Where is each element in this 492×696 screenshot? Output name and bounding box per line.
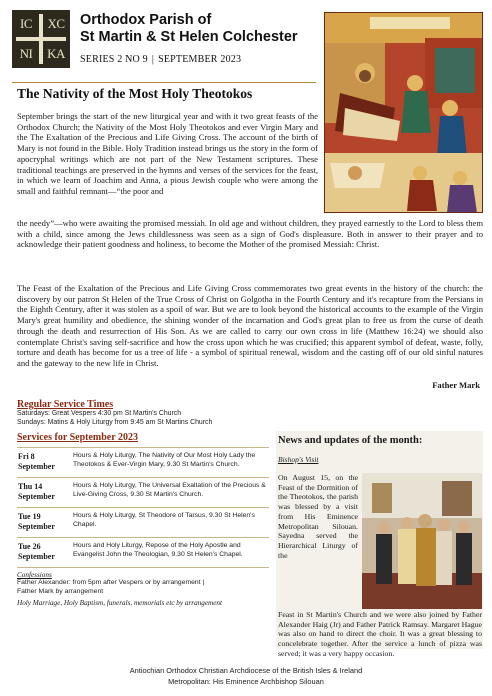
- regular-services-heading: Regular Service Times: [17, 399, 114, 410]
- parish-logo: [12, 10, 70, 68]
- article-paragraph-2: The Feast of the Exaltation of the Precious and Life Giving Cross commemorates two great events in the history of the church: the discovery by our patron St Helen of the True Cross of Christ on Golgotha in the Fourth Century and it's recapture from the Persians in the Eighth Century, after it was stolen as a spoil of war. But we are to look beyond the historical accounts to the example of the Virgin Mary's great humility and obedience, the shining wonder of the incarnation and God's great plan to free us from the curse of death through the death and resurrection of His Son. As we are called to carry our own cross in life (Matthew 16:24) we should also contemplate Christ's saving self-sacrifice and how the cross upon which he was crucified; this apparent symbol of defeat, waste, folly, torture and death has become for us a tree of life - a symbol of spiritual renewal, wisdom and the casting off of our old sinful natures and the gateway to the new life in Christ.: [17, 283, 483, 368]
- header-divider: [12, 82, 316, 83]
- september-services-heading: Services for September 2023: [17, 432, 138, 444]
- confessions-line-2: Father Mark by arrangement: [17, 587, 104, 595]
- cross-bar: [16, 37, 66, 41]
- service-description: Hours & Holy Liturgy, The Nativity of Our Most Holy Lady the Theotokos & Ever-Virgin Mary, 9.30 St Martin's Church.: [73, 452, 256, 468]
- services-column: [17, 399, 269, 607]
- footer-metropolitan: Metropolitan: His Eminence Archbishop Silouan: [168, 677, 324, 686]
- service-date: Fri 8 September: [18, 452, 55, 471]
- article-paragraph-1-continued: the needy”—who were awaiting the promised messiah. In old age and without children, they prayed earnestly to the Lord to bless them with a child, since among the Jews childlessness was seen as a sign of God's displeasure. Both in answer to their prayer and to acknowledge their patient goodness and holiness, to become the Mother of the promised Messiah: Christ.: [17, 218, 483, 250]
- table-row: [17, 538, 269, 568]
- series-number: SERIES 2 NO 9: [80, 54, 148, 65]
- issue-month: SEPTEMBER 2023: [158, 54, 242, 65]
- service-description: Hours & Holy Liturgy, The Universal Exaltation of the Precious & Live-Giving Cross, 9.30 St Martin's Church.: [73, 482, 266, 498]
- article-paragraph-1: September brings the start of the new liturgical year and with it two great feasts of the Orthodox Church; the Nativity of the Most Holy Theotokos and ever Virgin Mary and the The Exaltation of the Precious and Life Giving Cross. The account of the birth of Mary is not found in the Bible. Holy Tradition instead brings us the story in the form of apocryphal writings which are not part of the New Testament scriptures. These traditional teachings are preserved in the hymns and verses of the services for the feast, in which we learn of Joachim and Anna, a pious Jewish couple who were among the small and faithful remnant—“the poor and: [17, 111, 318, 196]
- parish-name-line2: St Martin & St Helen Colchester: [80, 29, 298, 45]
- service-date: Thu 14 September: [18, 482, 55, 501]
- bishop-visit-photo: [362, 473, 482, 609]
- table-row: [17, 478, 269, 508]
- news-column: [276, 431, 483, 658]
- saturday-service: Saturdays: Great Vespers 4:30 pm St Martin's Church: [17, 410, 182, 417]
- author-signature: Father Mark: [432, 380, 480, 390]
- bishop-visit-heading: Bishop's Visit: [278, 455, 319, 464]
- article-title: The Nativity of the Most Holy Theotokos: [17, 86, 253, 101]
- logo-letters-ic: IC: [20, 16, 32, 31]
- news-text-narrow: On August 15, on the Feast of the Dormition of the Theotokos, the parish was blessed by a visit from His Eminence Metropolitan Silouan. Sayedna served the Hierarchical Liturgy of the: [278, 473, 358, 560]
- logo-letters-xc: XC: [47, 16, 65, 31]
- sunday-service: Sundays: Matins & Holy Liturgy from 9:45 am St Martins Church: [17, 418, 213, 426]
- separator: |: [151, 54, 155, 65]
- services-table: [17, 447, 269, 568]
- service-description: Hours & Holy Liturgy, St Theodore of Tarsus, 9.30 St Helen's Chapel.: [73, 512, 255, 528]
- masthead: [12, 10, 304, 80]
- logo-letters-ni: NI: [19, 46, 33, 61]
- service-date: Tue 26 September: [18, 542, 55, 561]
- parish-name: [80, 12, 298, 46]
- parish-name-line1: Orthodox Parish of: [80, 12, 212, 28]
- news-heading: News and updates of the month:: [278, 435, 423, 446]
- issue-info: [80, 54, 241, 65]
- sacraments-note: Holy Marriage, Holy Baptism, funerals, memorials etc by arrangement: [17, 599, 223, 607]
- nativity-icon-image: [324, 12, 483, 213]
- service-description: Hours and Holy Liturgy, Repose of the Holy Apostle and Evangelist John the Theologian, 9.30 St Helen's Chapel.: [73, 542, 243, 558]
- table-row: [17, 508, 269, 538]
- confessions-heading: Confessions: [17, 571, 52, 580]
- news-text-wide: Feast in St Martin's Church and we were also joined by Father Alexander Haig (Jr) and Father Patrick Ramsay. Margaret Hague was also on hand to direct the choir. It was a great blessing to concelebrate together. After the service a lunch of pizza was served; it was a very happy occasion.: [278, 610, 482, 658]
- logo-letters-ka: KA: [47, 46, 65, 61]
- table-row: [17, 448, 269, 478]
- confessions-line-1: Father Alexander: from 5pm after Vespers or by arrangement |: [17, 579, 205, 587]
- service-date: Tue 19 September: [18, 512, 55, 531]
- footer-archdiocese: Antiochian Orthodox Christian Archdiocese of the British Isles & Ireland: [129, 666, 363, 675]
